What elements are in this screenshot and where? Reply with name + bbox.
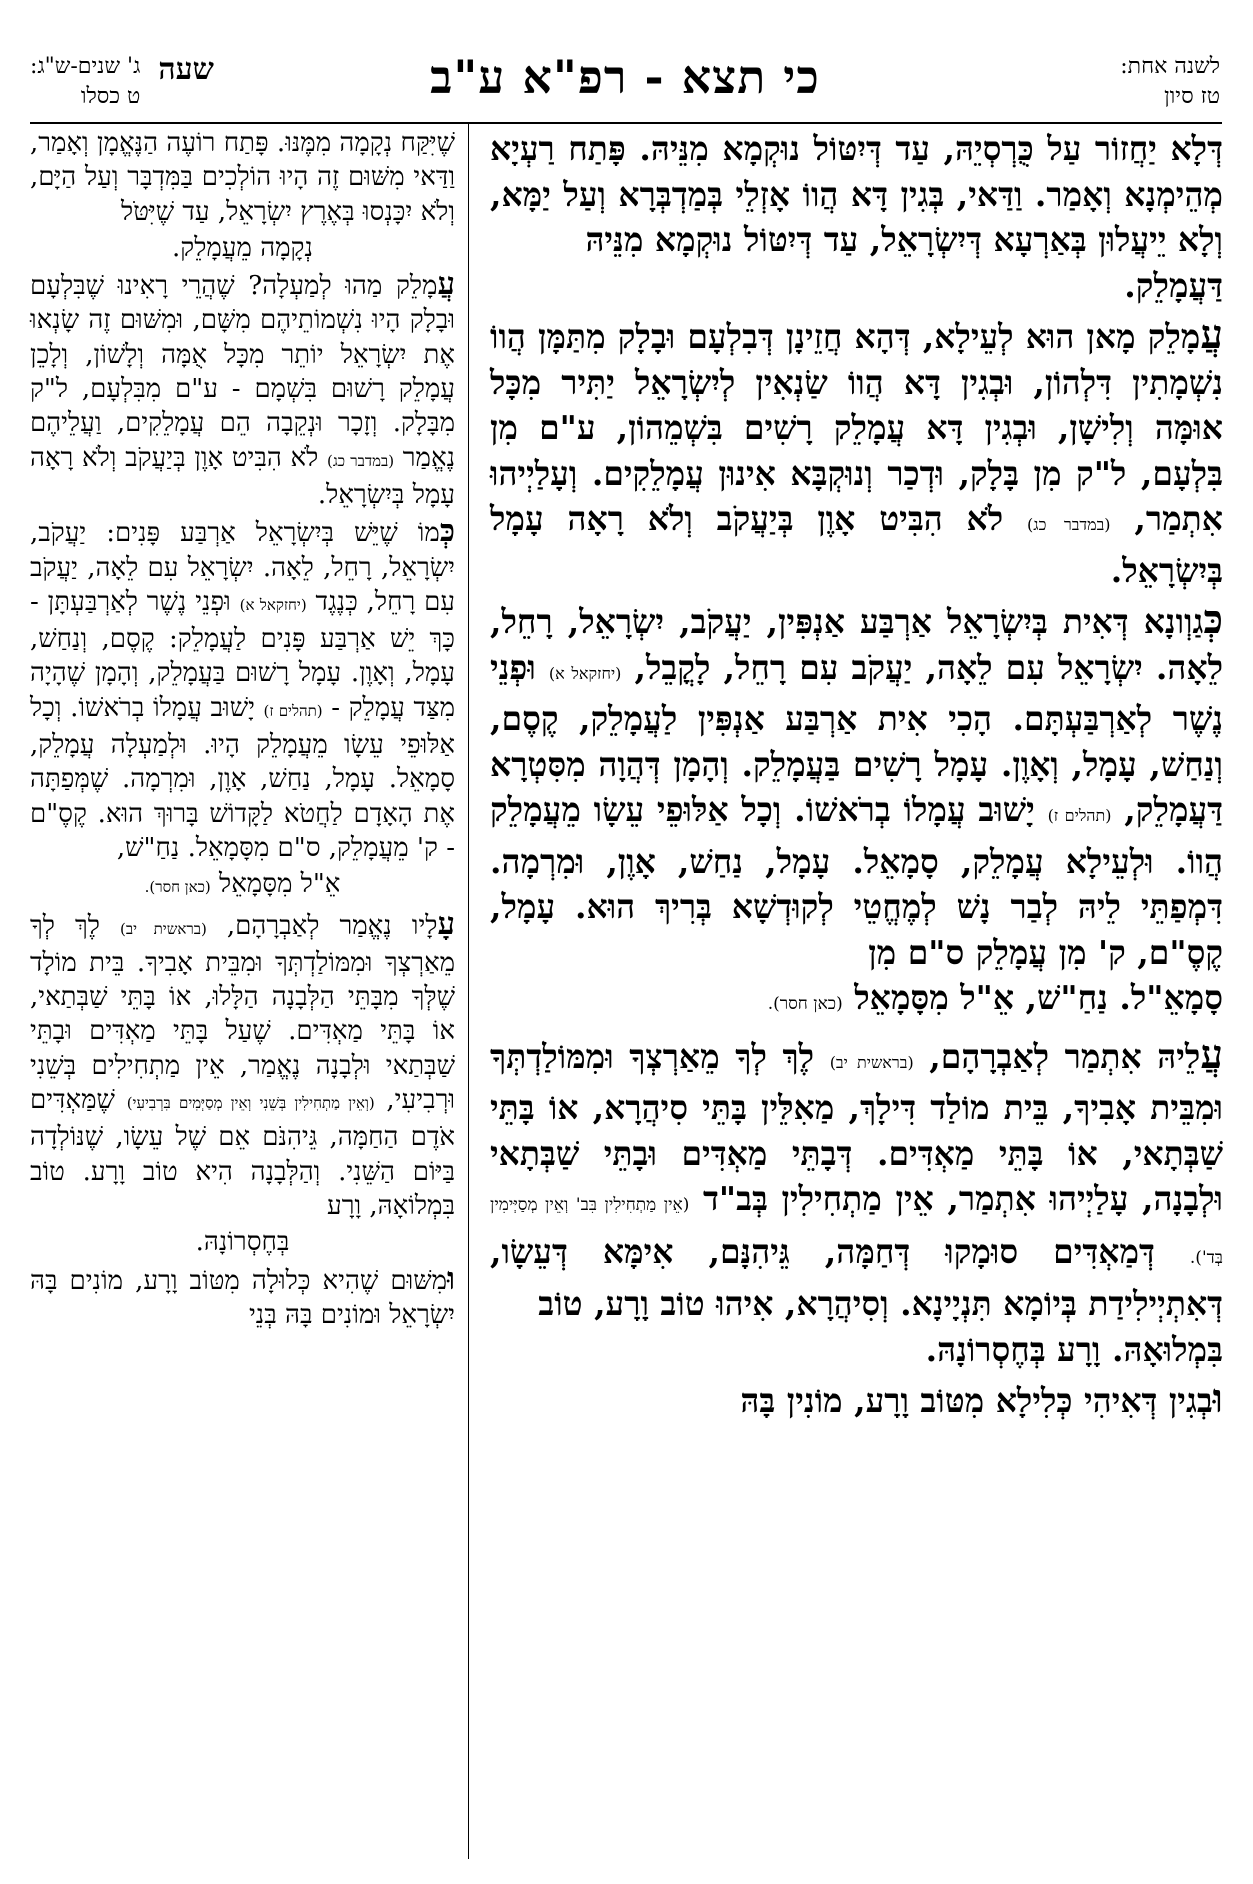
hour-label: שעה [158, 52, 214, 87]
main-paragraph-3 [490, 597, 1223, 1028]
drop-letter: עֲ [437, 266, 455, 303]
hour-schedule [30, 52, 214, 112]
three-year-label: ג' שנים-ש"ג: [30, 54, 141, 79]
scripture-reference: (תהלים ז) [263, 701, 323, 720]
translation-paragraph-3 [30, 514, 455, 865]
scripture-reference: (בראשית יב) [120, 919, 207, 938]
translation-text: יָשׁוּב עֲמָלוֹ בְרֹאשׁוֹ. וְכָל אַלּוּפֵי עֵשָׂו מֵעֲמָלֵק הָיוּ. וּלְמַעְלָה עֲמָלֵק, סָמָאֵל. עָמָל, נַחַשׁ, אָוֶן, וּמִרְמָה. שֶׁמְּפַתָּה אֶת הָאָדָם לַחֲטֹא לַקָּדוֹשׁ בָּרוּךְ הוּא. קֶסֶ"ם - ק' מֵעֲמָלֵק, ס"ם מִסָּמָאֵל. נַחַ"שׁ, [30, 692, 455, 863]
main-text: בְגִין דְּאִיהִי כְּלִילָא מִטּוֹב וָרָע, מוֹנִין בָּהּ [740, 1381, 1213, 1420]
main-text: לֹא הִבִּיט אָוֶן בְּיַעֲקֹב וְלֹא רָאָה עָמָל בְּיִשְׂרָאֵל. [490, 499, 1223, 590]
main-text-column [490, 126, 1223, 1428]
editor-note: (וְאֵין מַתְחִילִין בְּשֵׁנִי וְאֵין מְסַיְּמִים בִּרְבִיעִי) [126, 1094, 375, 1113]
drop-letter: עֲ [1200, 311, 1223, 358]
editor-note: (כאן חסר). [767, 994, 843, 1014]
drop-letter: עָ [437, 905, 456, 942]
editor-note: (כאן חסר). [144, 878, 211, 897]
translation-paragraph-1 [30, 126, 455, 229]
three-year-date: ט כסלו [80, 84, 141, 109]
translation-paragraph-2 [30, 267, 455, 512]
three-year-schedule [30, 52, 140, 112]
page-header [30, 48, 1220, 118]
translation-paragraph-3-end [30, 867, 455, 904]
main-text: מָלֵק מָאן הוּא לְעֵילָא, דְּהָא חֲזֵינָן דְּבִלְעָם וּבָלָק מִתַּמָּן הֲווֹ נִשְׁמָתִין דִּלְהוֹן, וּבְגִין דָּא הֲווֹ שַׂנְאִין לְיִשְׂרָאֵל יַתִּיר מִכָּל אוּמָּה וְלִישָׁן, וּבְגִין דָּא עֲמָלֵק רָשִׁים בִּשְׁמֵהוֹן, ע"ם מִן בִּלְעָם, ל"ק מִן בָּלָק, וּדְכַר וְנוּקְבָּא אִינוּן עֲמָלֵקִים. וְעָלַיְיהוּ אִתְמַר, [490, 317, 1223, 538]
drop-letter: כְּ [439, 513, 455, 550]
main-paragraph-1 [490, 126, 1223, 308]
schedule-label: לשנה אחת: [1120, 54, 1220, 79]
drop-letter: עֲ [1200, 1030, 1224, 1078]
translation-paragraph-4 [30, 907, 455, 1224]
drop-letter: כְּ [1203, 596, 1223, 643]
main-text: דְּלָא יַחֲזוֹר עַל כֻּרְסְיֵהּ, עַד דְּיִטּוֹל נוּקְמָא מִנֵּיהּ. פָּתַח רַעְיָא מְהֵימְנָא וְאָמַר. וַדַּאי, בְּגִין דָּא הֲווֹ אָזְלֵי בְּמַדְבְּרָא וְעַל יַמָּא, וְלָא יֵיעֲלוּן בְּאַרְעָא דְּיִשְׂרָאֵל, עַד דְּיִטּוֹל נוּקְמָא מִנֵּיהּ [490, 129, 1223, 259]
main-text: סָמָאֵ"ל. נַחַ"שׁ, אֵ"ל מִסָּמָאֵל [854, 978, 1223, 1017]
translation-paragraph-1-end [30, 231, 455, 265]
translation-text: וּפְנֵי נֶשֶׁר לְאַרְבַּעְתָּן - כָּךְ יֵשׁ אַרְבַּע פָּנִים לַעֲמָלֵק: קֶסֶם, וְנַחַשׁ, עָמָל, וְאָוֶן. עָמָל רָשׁוּם בַּעֲמָלֵק, וְהָמָן שֶׁהָיָה מִצַּד עֲמָלֵק - [30, 586, 455, 723]
translation-text: נְקָמָה מֵעֲמָלֵק. [172, 232, 313, 263]
translation-paragraph-4-end [30, 1225, 455, 1259]
main-paragraph-4 [490, 1032, 1223, 1373]
main-text-end [490, 975, 1223, 1028]
page-title: כי תצא - רפ"א ע"ב [430, 50, 820, 104]
header-divider [30, 122, 1222, 124]
drop-letter: וּ [1212, 1375, 1223, 1422]
main-paragraph-5 [490, 1376, 1223, 1424]
main-text: וּפְנֵי נֶשֶׁר לְאַרְבַּעְתָּם. הָכִי אִית אַרְבַּע אַנְפִּין לַעֲמָלֵק, קֶסֶם, וְנַחַשׁ, עָמָל, וְאָוֶן. עָמָל רָשִׁים בַּעֲמָלֵק. וְהָמָן דְּהֲוָה מִסִּטְרָא דַּעֲמָלֵק, [490, 647, 1223, 829]
editor-note: (אֵין מַתְחִילִין בִּב' וְאֵין מְסַיְּימִין בְּד'). [490, 1195, 1223, 1268]
column-divider [468, 124, 469, 1859]
drop-letter: וּ [447, 1260, 455, 1297]
main-paragraph-2 [490, 312, 1223, 593]
scripture-reference: (יחזקאל א) [239, 595, 307, 614]
translation-text: לֶךְ לְךָ מֵאַרְצְךָ וּמִמּוֹלַדְתְּךָ וּמִבֵּית אָבִיךָ. בֵּית מוֹלָד שֶׁלְּךָ מִבָּתֵּי הַלְּבָנָה הַלָּלוּ, אוֹ בָּתֵּי שַׁבְּתַאי, אוֹ בָּתֵּי מַאְדִּים. שֶׁעַל בָּתֵּי מַאְדִּים וּבָתֵּי שַׁבְּתַאי וּלְבָנָה נֶאֱמַר, אֵין מַתְחִילִים בְּשֵׁנִי וּרְבִיעִי, [30, 910, 455, 1116]
main-text: לֵיהּ אִתְמַר לְאַבְרָהָם, [929, 1036, 1201, 1076]
translation-text: אֵ"ל מִסָּמָאֵל [219, 869, 341, 900]
translation-text: מָלֵק מַהוּ לְמַעְלָה? שֶׁהֲרֵי רָאִינוּ שֶׁבִּלְעָם וּבָלָק הָיוּ נִשְׁמוֹתֵיהֶם מִשָּׁם, וּמִשּׁוּם זֶה שָׂנְאוּ אֶת יִשְׂרָאֵל יוֹתֵר מִכָּל אֻמָּה וְלָשׁוֹן, וְלָכֵן עֲמָלֵק רָשׁוּם בִּשְׁמָם - ע"ם מִבִּלְעָם, ל"ק מִבָּלָק. וְזָכָר וּנְקֵבָה הֵם עֲמָלֵקִים, וַעֲלֵיהֶם נֶאֱמַר [30, 271, 456, 473]
scripture-reference: (בראשית יב) [829, 1052, 914, 1072]
translation-text: בְּחֶסְרוֹנָהּ. [195, 1227, 290, 1258]
scripture-reference: (תהלים ז) [1047, 806, 1112, 825]
translation-text: שֶׁיִּקַּח נְקָמָה מִמֶּנּוּ. פָּתַח רוֹעֶה הַנֶּאֱמָן וְאָמַר, וַדַּאי מִשּׁוּם זֶה הָיוּ הוֹלְכִים בַּמִּדְבָּר וְעַל הַיָּם, וְלֹא יִכָּנְסוּ בְּאֶרֶץ יִשְׂרָאֵל, עַד שֶׁיִּטֹּל [30, 128, 455, 227]
translation-text: לֹא הִבִּיט אָוֶן בְּיַעֲקֹב וְלֹא רָאָה עָמָל בְּיִשְׂרָאֵל. [30, 442, 455, 510]
translation-text: שֶׁמַּאְדִּים אֹדֶם הַחַמָּה, גֵּיהִנֹּם אֵם שֶׁל עֵשָׂו, שֶׁנּוֹלְדָה בַּיּוֹם הַשֵּׁנִי. וְהַלְּבָנָה הִיא טוֹב וָרָע. טוֹב בִּמְלוֹאָהּ, וָרָע [30, 1085, 455, 1221]
main-text: יָשׁוּב עֲמָלוֹ בְרֹאשׁוֹ. וְכָל אַלּוּפֵי עֵשָׂו מֵעֲמָלֵק הֲווֹ. וּלְעֵילָא עֲמָלֵק, סָמָאֵל. עָמָל, נַחַשׁ, אָוֶן, וּמִרְמָה. דִּמְפַתֵּי לֵיהּ לְבַר נָשׁ לְמֶחֱטֵי לְקוּדְשָׁא בְּרִיךְ הוּא. עָמָל, קֶסֶ"ם, ק' מִן עֲמָלֵק ס"ם מִן [490, 790, 1223, 972]
translation-text: לָיו נֶאֱמַר לְאַבְרָהָם, [226, 910, 438, 941]
translation-text: מוֹ שֶׁיֵּשׁ בְּיִשְׂרָאֵל אַרְבַּע פָּנִים: יַעֲקֹב, יִשְׂרָאֵל, רָחֵל, לֵאָה. יִשְׂרָאֵל עִם לֵאָה, יַעֲקֹב עִם רָחֵל, כְּנֶגֶד [30, 518, 456, 617]
scripture-reference: (במדבר כג) [326, 451, 395, 470]
scripture-reference: (יחזקאל א) [548, 663, 622, 683]
schedule-date: טז סיון [1164, 84, 1220, 109]
scripture-reference: (במדבר כג) [1027, 515, 1111, 534]
translation-paragraph-5 [30, 1262, 455, 1333]
translation-column [30, 126, 455, 1334]
main-text-end: בִּמְלוּאָהּ. וָרָע בְּחֶסְרוֹנָהּ. [925, 1329, 1223, 1369]
main-text: גַוְונָא דְּאִית בְּיִשְׂרָאֵל אַרְבַּע אַנְפִּין, יַעֲקֹב, יִשְׂרָאֵל, רָחֵל, לֵאָה. יִשְׂרָאֵל עִם לֵאָה, יַעֲקֹב עִם רָחֵל, לָקֳבֵל, [490, 602, 1223, 687]
main-text-end: דַּעֲמָלֵק. [1124, 265, 1223, 305]
main-text: דְּמַאְדִּים סוּמָקוּ דְּחַמָּה, גֵּיהִנָּם, אִימָּא דְּעֵשָׂו, דְּאִתְיְילִידַת בְּיוֹמָא תִּנְיָינָא. וְסִיהֲרָא, אִיהוּ טוֹב וָרָע, טוֹב [490, 1231, 1223, 1323]
translation-text: מִשּׁוּם שֶׁהִיא כְּלוּלָה מִטּוֹב וָרָע, מוֹנִים בָּהּ יִשְׂרָאֵל וּמוֹנִים בָּהּ בְּנֵי [30, 1265, 455, 1330]
main-text: לֶךְ לְךָ מֵאַרְצְךָ וּמִמּוֹלַדְתְּךָ וּמִבֵּית אָבִיךָ, בֵּית מוֹלַד דִּילָךְ, מַאִלֵּין בָּתֵּי סִיהֲרָא, אוֹ בָּתֵּי שַׁבְּתָאי, אוֹ בָּתֵּי מַאְדִּים. דְּבָתֵּי מַאְדִּים וּבָתֵּי שַׁבְּתָאי וּלְבָנָה, עָלַיְיהוּ אִתְמַר, אֵין מַתְחִילִין בְּב"ד [490, 1036, 1223, 1218]
